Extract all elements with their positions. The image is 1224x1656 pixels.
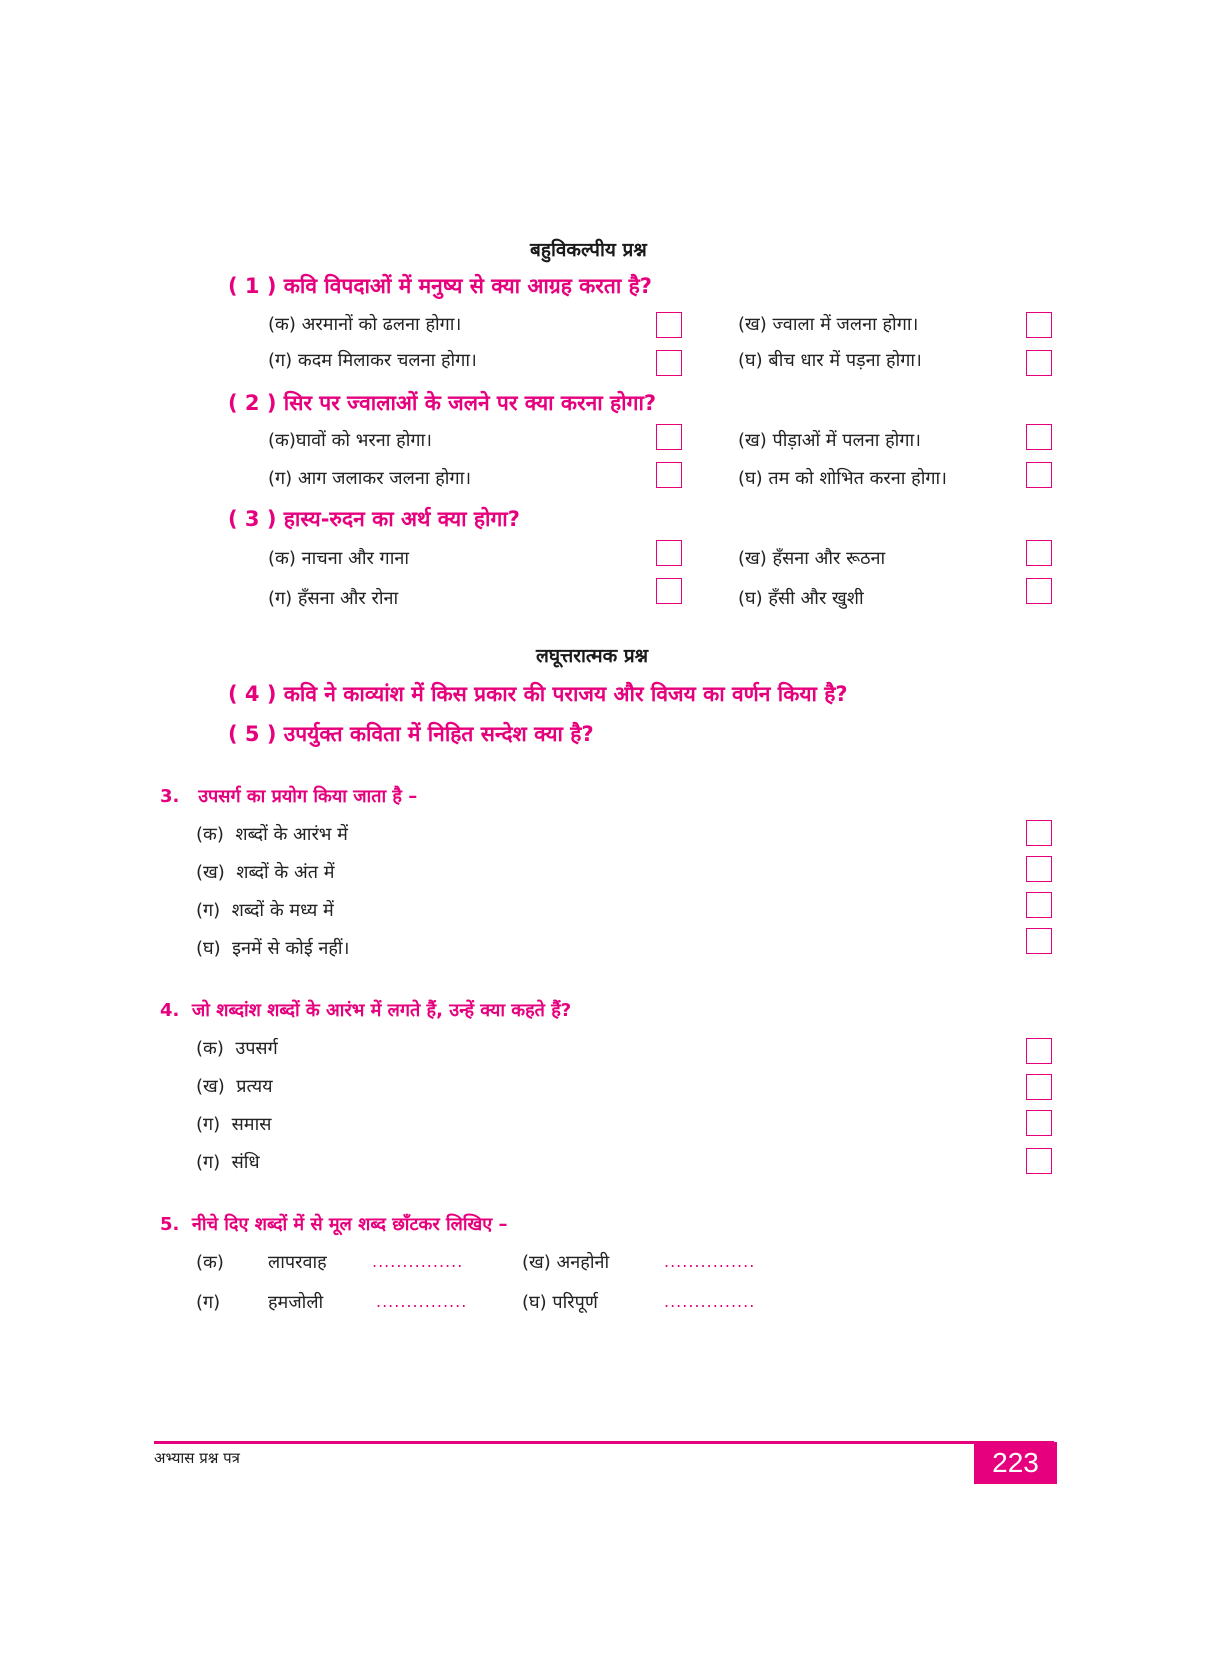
mcq-question-3 — [228, 505, 520, 533]
q5-marker-ga: (ग) — [196, 1292, 221, 1313]
mcq-3-option-ka: (क) नाचना और गाना — [268, 548, 410, 569]
q3-option-ga: (ग) शब्दों के मध्य में — [196, 900, 334, 921]
mcq-1-option-ga: (ग) कदम मिलाकर चलना होगा। — [268, 350, 477, 371]
mcq-2-checkbox-gha[interactable] — [1026, 462, 1052, 488]
q5-item-kha: (ख) अनहोनी — [522, 1252, 610, 1273]
mcq-1-checkbox-kha[interactable] — [1026, 312, 1052, 338]
mcq-2-checkbox-ga[interactable] — [656, 462, 682, 488]
mcq-2-option-gha: (घ) तम को शोभित करना होगा। — [738, 468, 947, 489]
q5-blank-ga[interactable]: ............... — [376, 1292, 468, 1311]
mcq-section-heading: बहुविकल्पीय प्रश्न — [530, 239, 647, 261]
mcq-2-option-ga: (ग) आग जलाकर जलना होगा। — [268, 468, 472, 489]
mcq-3-option-kha: (ख) हँसना और रूठना — [738, 548, 886, 569]
question-3 — [160, 784, 417, 808]
footer-divider — [154, 1441, 1054, 1444]
q3-checkbox-gha[interactable] — [1026, 928, 1052, 954]
q4-option-kha: (ख) प्रत्यय — [196, 1076, 273, 1097]
mcq-1-option-gha: (घ) बीच धार में पड़ना होगा। — [738, 350, 922, 371]
mcq-question-2 — [228, 389, 656, 417]
question-number: ( 1 ) — [228, 274, 277, 298]
footer-label: अभ्यास प्रश्न पत्र — [154, 1449, 240, 1467]
q4-checkbox-kha[interactable] — [1026, 1074, 1052, 1100]
q4-option-ga-2: (ग) संधि — [196, 1152, 260, 1173]
q5-word-ga: हमजोली — [268, 1292, 324, 1313]
q4-checkbox-ga[interactable] — [1026, 1110, 1052, 1136]
q4-checkbox-ga-2[interactable] — [1026, 1148, 1052, 1174]
q4-option-ga: (ग) समास — [196, 1114, 272, 1135]
question-text: जो शब्दांश शब्दों के आरंभ में लगते हैं, उन्हें क्या कहते हैं? — [191, 1000, 572, 1021]
question-text: उपर्युक्त कविता में निहित सन्देश क्या है? — [283, 722, 594, 746]
mcq-2-checkbox-kha[interactable] — [1026, 424, 1052, 450]
short-question-4 — [228, 680, 848, 708]
mcq-1-option-ka: (क) अरमानों को ढलना होगा। — [268, 314, 462, 335]
question-number: ( 2 ) — [228, 391, 277, 415]
q3-option-gha: (घ) इनमें से कोई नहीं। — [196, 938, 350, 959]
question-number: ( 4 ) — [228, 682, 277, 706]
mcq-1-checkbox-gha[interactable] — [1026, 350, 1052, 376]
question-text: कवि विपदाओं में मनुष्य से क्या आग्रह करता है? — [283, 274, 652, 298]
q4-option-ka: (क) उपसर्ग — [196, 1038, 278, 1059]
mcq-3-checkbox-kha[interactable] — [1026, 540, 1052, 566]
question-5 — [160, 1212, 507, 1236]
question-number: 3. — [160, 786, 180, 807]
short-section-heading: लघूत्तरात्मक प्रश्न — [536, 645, 649, 667]
mcq-2-checkbox-ka[interactable] — [656, 424, 682, 450]
q3-option-ka: (क) शब्दों के आरंभ में — [196, 824, 348, 845]
page-number-badge: 223 — [974, 1442, 1057, 1484]
question-4 — [160, 998, 571, 1022]
question-number: 4. — [160, 1000, 180, 1021]
question-text: नीचे दिए शब्दों में से मूल शब्द छाँटकर लिखिए – — [191, 1214, 508, 1235]
q3-checkbox-kha[interactable] — [1026, 856, 1052, 882]
mcq-3-checkbox-ga[interactable] — [656, 578, 682, 604]
question-text: कवि ने काव्यांश में किस प्रकार की पराजय और विजय का वर्णन किया है? — [283, 682, 848, 706]
short-question-5 — [228, 720, 594, 748]
mcq-2-option-ka: (क)घावों को भरना होगा। — [268, 430, 433, 451]
question-text: हास्य-रुदन का अर्थ क्या होगा? — [283, 507, 520, 531]
mcq-3-checkbox-gha[interactable] — [1026, 578, 1052, 604]
q5-item-gha: (घ) परिपूर्ण — [522, 1292, 598, 1313]
question-number: 5. — [160, 1214, 180, 1235]
q3-option-kha: (ख) शब्दों के अंत में — [196, 862, 335, 883]
mcq-3-option-ga: (ग) हँसना और रोना — [268, 588, 399, 609]
mcq-1-option-kha: (ख) ज्वाला में जलना होगा। — [738, 314, 919, 335]
mcq-3-checkbox-ka[interactable] — [656, 540, 682, 566]
mcq-3-option-gha: (घ) हँसी और खुशी — [738, 588, 864, 609]
mcq-1-checkbox-ka[interactable] — [656, 312, 682, 338]
question-number: ( 3 ) — [228, 507, 277, 531]
mcq-1-checkbox-ga[interactable] — [656, 350, 682, 376]
question-number: ( 5 ) — [228, 722, 277, 746]
q5-word-ka: लापरवाह — [268, 1252, 327, 1273]
q3-checkbox-ga[interactable] — [1026, 892, 1052, 918]
question-text: उपसर्ग का प्रयोग किया जाता है – — [198, 786, 418, 807]
q4-checkbox-ka[interactable] — [1026, 1038, 1052, 1064]
q3-checkbox-ka[interactable] — [1026, 820, 1052, 846]
q5-blank-kha[interactable]: ............... — [664, 1252, 756, 1271]
q5-marker-ka: (क) — [196, 1252, 224, 1273]
mcq-question-1 — [228, 272, 652, 300]
q5-blank-ka[interactable]: ............... — [372, 1252, 464, 1271]
q5-blank-gha[interactable]: ............... — [664, 1292, 756, 1311]
mcq-2-option-kha: (ख) पीड़ाओं में पलना होगा। — [738, 430, 921, 451]
question-text: सिर पर ज्वालाओं के जलने पर क्या करना होगा? — [283, 391, 657, 415]
